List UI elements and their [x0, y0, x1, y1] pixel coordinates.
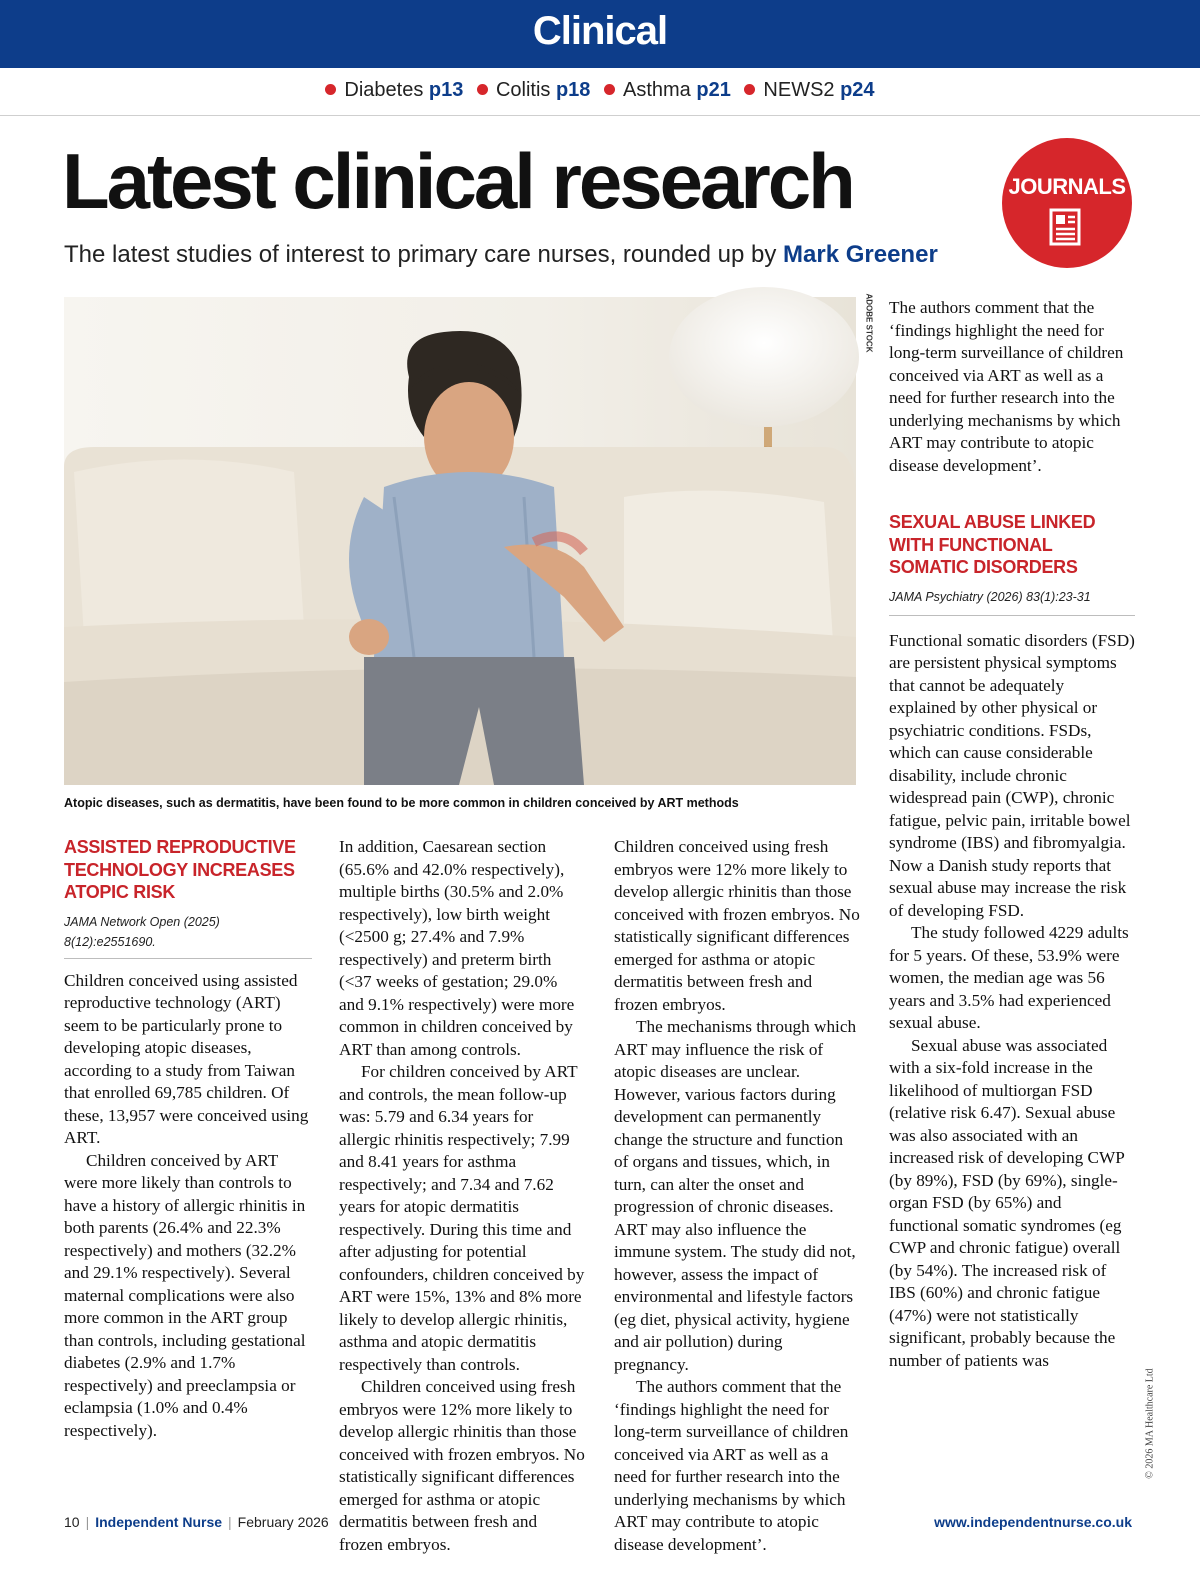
standfirst [64, 241, 938, 269]
paragraph: Children conceived using assisted reproductive technology (ART) seem to be particularly prone to developing atopic diseases, according to a study from Taiwan that enrolled 69,785 children. Of these, 13,957 were conceived using ART. [64, 970, 309, 1147]
author-name: Mark Greener [783, 241, 938, 268]
page-number: 10 [64, 1514, 80, 1530]
copyright-text: © 2026 MA Healthcare Ltd [1144, 1368, 1156, 1479]
paragraph: The mechanisms through which ART may influence the risk of atopic diseases are unclear. However, various factors during development can permanently change the structure and function of organs and tissues, which, in turn, can alter the onset and progression of chronic diseases. ART may also influence the immune system. The study did not, however, assess the impact of environmental and lifestyle factors (eg diet, physical activity, hygiene and air pollution) during pregnancy. [614, 1017, 857, 1374]
magazine-name: Independent Nurse [95, 1514, 223, 1530]
paragraph-continued: The authors comment that the ‘findings highlight the need for long-term surveillance of children conceived via ART as well as a need for further research into the underlying mechanisms by which ART may contribute to atopic disease development’. [889, 298, 1124, 475]
paragraph: In addition, Caesarean section (65.6% and 42.0% respectively), multiple births (30.5% and 2.0% respectively), low birth weight (<2500 g; 27.4% and 7.9% respectively) and preterm birth (<37 weeks of gestation; 29.0% and 9.1% respectively) were more common in children conceived by ART than among controls. [339, 837, 575, 1059]
copyright-notice [1143, 1360, 1157, 1490]
section-nav [0, 79, 1200, 102]
nav-divider [0, 115, 1200, 116]
paragraph: Children conceived using fresh embryos were 12% more likely to develop allergic rhinitis than those conceived with frozen embryos. No statistically significant differences emerged for asthma or atopic dermatitis between fresh and frozen embryos. [614, 837, 860, 1014]
badge-label: JOURNALS [1008, 174, 1126, 199]
section-title: Clinical [532, 9, 668, 53]
article-reference [64, 912, 312, 959]
paragraph: Children conceived by ART were more likely than controls to have a history of allergic rhinitis in both parents (26.4% and 22.3% respectively) and mothers (32.2% and 29.1% respectively). Several maternal complications were also more common in the ART group than controls, including gestational diabetes (2.9% and 1.7% respectively) and preeclampsia or eclampsia (1.0% and 0.4% respectively). [64, 1150, 306, 1440]
journal-icon [1049, 208, 1085, 248]
paragraph: For children conceived by ART and controls, the mean follow-up was: 5.79 and 6.34 years for allergic rhinitis respectively; 7.99 and 8.41 years for asthma respectively; and 7.34 and 7.62 years for atopic dermatitis respectively. During this time and after adjusting for potential confounders, children conceived by ART were 15%, 13% and 8% more likely to develop allergic rhinitis, asthma and atopic dermatitis respectively than controls. [339, 1062, 585, 1374]
reference-line: 8(12):e2551690. [64, 934, 156, 949]
article-column-3 [614, 836, 860, 1554]
nav-page: p21 [696, 79, 731, 101]
paragraph-continued: Children conceived using fresh embryos were 12% more likely to develop allergic rhinitis than those conceived with frozen embryos. No statistically significant differences emerged for asthma or atopic dermatitis between fresh and frozen embryos. [339, 1377, 585, 1554]
issue-date: February 2026 [237, 1514, 329, 1530]
article-reference: JAMA Psychiatry (2026) 83(1):23-31 [889, 587, 1135, 616]
nav-label: Asthma [623, 79, 691, 101]
website-link[interactable]: www.independentnurse.co.uk [934, 1514, 1132, 1530]
paragraph: Functional somatic disorders (FSD) are persistent physical symptoms that cannot be adequately explained by other physical or psychiatric conditions. FSDs, which can cause considerable disability, include chronic widespread pain (CWP), chronic fatigue, pelvic pain, irritable bowel syndrome (IBS) and fibromyalgia. Now a Danish study reports that sexual abuse may increase the risk of developing FSD. [889, 630, 1135, 920]
nav-item-colitis[interactable] [477, 79, 590, 102]
photo-child-scratching-arm [64, 297, 856, 785]
paragraph: The authors comment that the ‘findings highlight the need for long-term surveillance of children conceived via ART as well as a need for further research into the underlying mechanisms by which ART may contribute to atopic disease development’. [614, 1377, 849, 1554]
article-title: ASSISTED REPRODUCTIVE TECHNOLOGY INCREASES ATOPIC RISK [64, 837, 296, 902]
nav-item-diabetes[interactable] [325, 79, 463, 102]
nav-label: Colitis [495, 79, 551, 101]
section-banner [0, 0, 1200, 68]
bullet-icon [744, 84, 755, 95]
paragraph: Sexual abuse was associated with a six-fold increase in the likelihood of multiorgan FSD (relative risk 6.47). Sexual abuse was also associated with an increased risk of developing CWP (by 89%), FSD (by 69%), single-organ FSD (by 65%) and functional somatic syndromes (eg CWP and chronic fatigue) overall (by 54%). The increased risk of IBS (60%) and chronic fatigue (47%) were not statistically significant, probably because the number of patients was [889, 1035, 1125, 1370]
bullet-icon [604, 84, 615, 95]
article-column-4 [889, 297, 1135, 1372]
credit-text: ADOBE STOCK [864, 293, 874, 353]
photo-credit [861, 293, 875, 357]
nav-item-news2[interactable] [744, 79, 874, 102]
nav-page: p13 [428, 79, 464, 101]
journals-badge [1002, 138, 1132, 268]
standfirst-text: The latest studies of interest to primary care nurses, rounded up by [64, 241, 777, 268]
page-footer: 10 | Independent Nurse | February 2026 [64, 1514, 329, 1530]
feature-photo [64, 297, 856, 785]
page-headline: Latest clinical research [62, 137, 853, 225]
bullet-icon [325, 84, 336, 95]
nav-item-asthma[interactable] [604, 79, 731, 102]
article-column-2 [339, 836, 585, 1554]
photo-caption: Atopic diseases, such as dermatitis, have been found to be more common in children conceived by ART methods [64, 796, 739, 810]
paragraph: The study followed 4229 adults for 5 years. Of these, 53.9% were women, the median age was 56 years and 3.5% had experienced sexual abuse. [889, 923, 1129, 1032]
reference-line: JAMA Network Open (2025) [64, 914, 220, 929]
nav-label: NEWS2 [763, 79, 835, 101]
article-title: SEXUAL ABUSE LINKED WITH FUNCTIONAL SOMATIC DISORDERS [889, 512, 1096, 577]
bullet-icon [477, 84, 488, 95]
nav-page: p18 [555, 79, 591, 101]
nav-label: Diabetes [344, 79, 424, 101]
article-column-1 [64, 836, 312, 1442]
nav-page: p24 [840, 79, 875, 101]
